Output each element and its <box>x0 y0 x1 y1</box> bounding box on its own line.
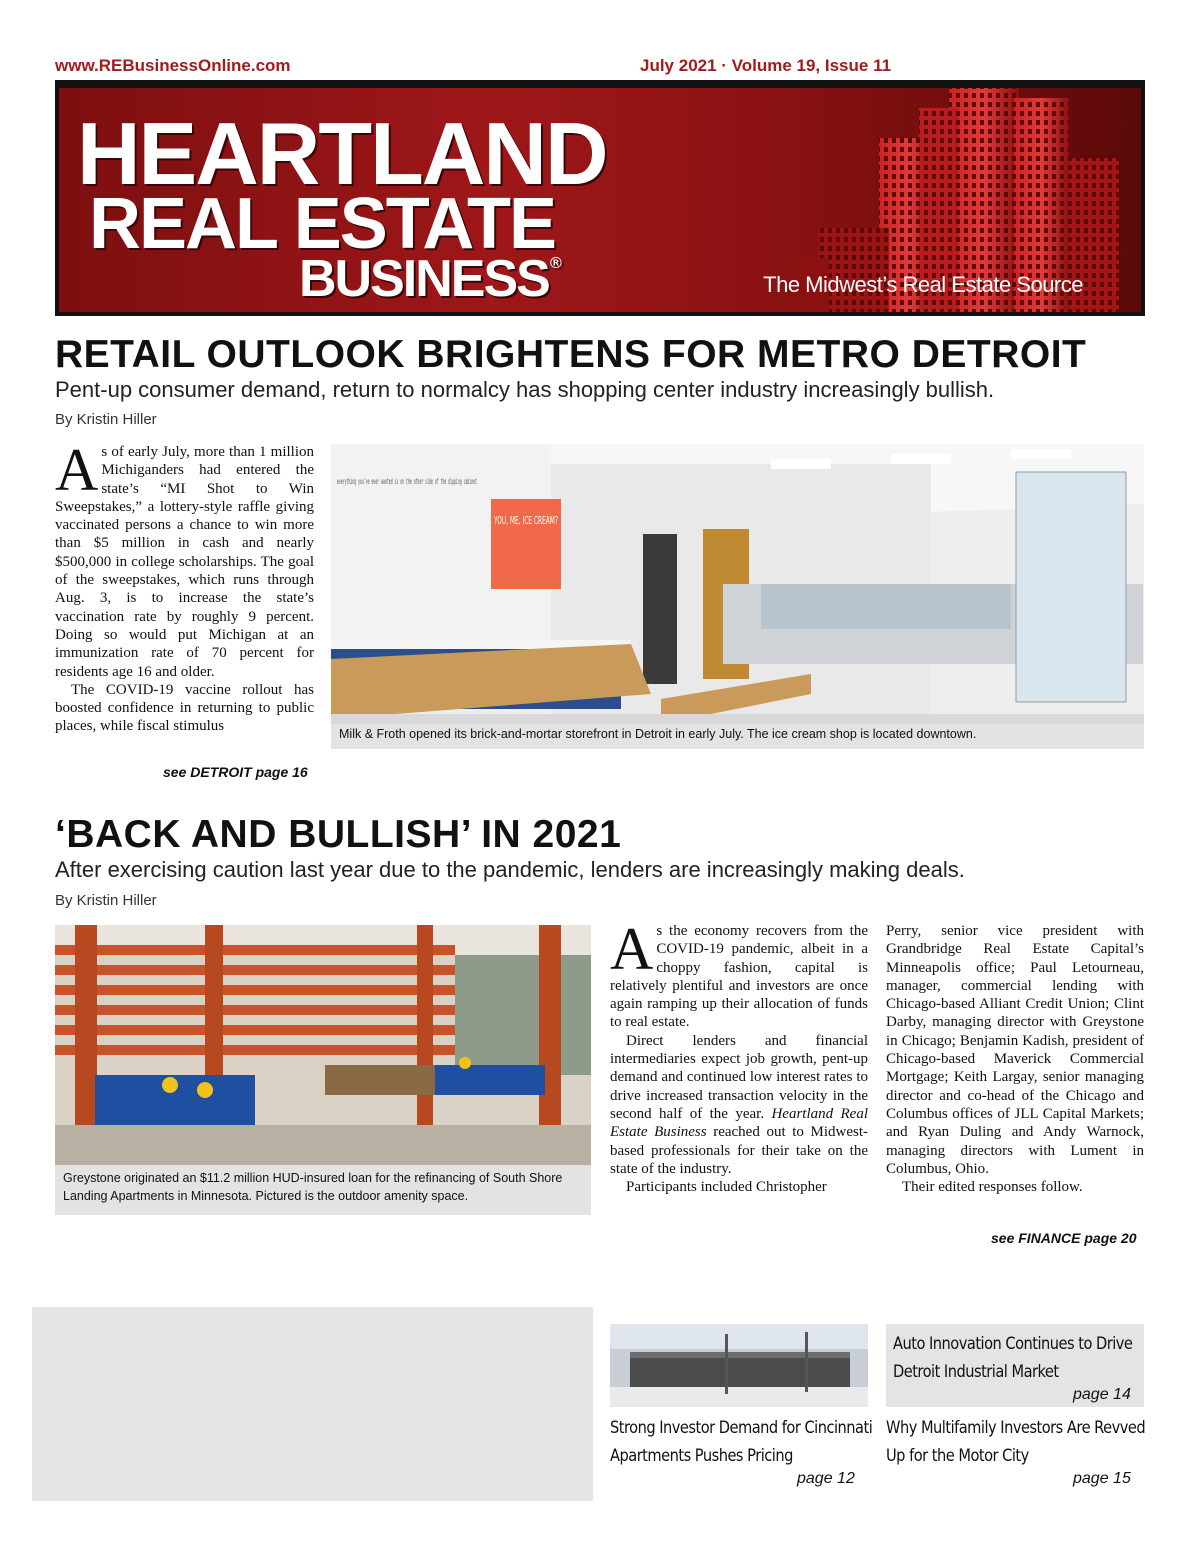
photo-sign-text: YOU, ME, ICE CREAM? <box>493 514 559 527</box>
promo1-photo[interactable] <box>610 1324 868 1407</box>
website-url[interactable]: www.REBusinessOnline.com <box>55 56 291 75</box>
promo1-line1: Strong Investor Demand for Cincinnati <box>610 1418 873 1438</box>
publication-name: Heartland Real Estate Business <box>610 1105 868 1141</box>
promo1-line2: Apartments Pushes Pricing <box>610 1446 793 1466</box>
story2-continued-link[interactable]: see FINANCE page 20 <box>991 1230 1137 1246</box>
story2-col1-para3: Participants included Christopher <box>626 1179 827 1196</box>
story2-col1-para2 <box>610 1032 868 1178</box>
story2-column2 <box>886 922 1144 1222</box>
story1-continued-link[interactable]: see DETROIT page 16 <box>163 764 308 780</box>
ice-cream-shop-photo <box>331 444 1144 749</box>
story1-para2: The COVID-19 vaccine rollout has boosted confidence in returning to public places, while fiscal stimulus <box>55 681 314 735</box>
issue-info: July 2021 · Volume 19, Issue 11 <box>640 56 892 75</box>
story2-photo <box>55 925 591 1165</box>
ad-placeholder <box>32 1307 593 1501</box>
promo1-page[interactable]: page 12 <box>797 1470 855 1487</box>
masthead-line3: BUSINESS <box>299 250 549 308</box>
masthead-line1: HEARTLAND <box>77 104 607 203</box>
pergola-patio-photo <box>55 925 591 1165</box>
masthead-tagline: The Midwest’s Real Estate Source <box>763 272 1083 297</box>
masthead <box>55 80 1145 316</box>
story1-deck: Pent-up consumer demand, return to normalcy has shopping center industry increasingly bullish. <box>55 377 995 402</box>
story1-headline[interactable]: RETAIL OUTLOOK BRIGHTENS FOR METRO DETROIT <box>55 333 1087 376</box>
promo3-line1: Why Multifamily Investors Are Revved <box>886 1418 1146 1438</box>
story1-dropcap: A <box>55 443 99 503</box>
story2-col2-para2: Their edited responses follow. <box>902 1179 1083 1196</box>
promo2-headline[interactable] <box>893 1330 1132 1386</box>
story1-para1: s of early July, more than 1 million Michiganders had entered the state’s “MI Shot to Win Sweepstakes,” a lottery-style raffle giving vaccinated persons a chance to win more than $5 million in cash and nearly $500,000 in college scholarships. The goal of the sweepstakes, which runs through Aug. 3, is to increase the state’s vaccination rate by roughly 9 percent. Doing so would put Michigan at an immunization rate of 70 percent for residents age 16 and older. <box>55 444 314 680</box>
promo3-page[interactable]: page 15 <box>1073 1470 1131 1487</box>
story2-col1-para1: s the economy recovers from the COVID-19 pandemic, albeit in a choppy fashion, capital is relatively plentiful and investors are once again ramping up their allocation of funds to real estate. <box>610 923 868 1031</box>
story2-col2-para1: Perry, senior vice president with Grandbridge Real Estate Capital’s Minneapolis office; Paul Letourneau, manager, commercial lending with Chicago-based Alliant Credit Union; Clint Darby, managing director with Greystone in Chicago; Benjamin Kadish, president of Chicago-based Maverick Commercial Mortgage; Keith Largay, senior managing director and co-head of the Chicago and Columbus offices of JLL Capital Markets; and Ryan Duling and Andy Warnock, managing directors with Lument in Columbus, Ohio. <box>886 923 1144 1177</box>
promo2-page[interactable]: page 14 <box>1073 1386 1131 1403</box>
photo-wall-text: everything you’ve ever wanted is on the other side of the dipping cabinet <box>337 477 478 486</box>
promo2-line1: Auto Innovation Continues to Drive <box>893 1334 1133 1354</box>
story2-headline[interactable]: ‘BACK AND BULLISH’ IN 2021 <box>55 813 622 856</box>
story1-photo <box>331 444 1144 749</box>
promo1-headline[interactable] <box>610 1414 872 1470</box>
story2-caption: Greystone originated an $11.2 million HUD-insured loan for the refinancing of South Shore Landing Apartments in Minnesota. Pictured is the outdoor amenity space. <box>55 1165 591 1215</box>
promo2-line2: Detroit Industrial Market <box>893 1362 1059 1382</box>
office-building-photo <box>610 1324 868 1407</box>
story2-column1 <box>610 922 868 1222</box>
story2-col1-para2b: reached out to Midwest-based professionals for their take on the state of the industry. <box>610 1124 868 1177</box>
story1-byline: By Kristin Hiller <box>55 411 157 428</box>
story2-deck: After exercising caution last year due to the pandemic, lenders are increasingly making deals. <box>55 857 965 882</box>
story1-caption: Milk & Froth opened its brick-and-mortar storefront in Detroit in early July. The ice cream shop is located downtown. <box>331 724 1144 749</box>
story1-body <box>55 443 314 755</box>
promo3-headline[interactable] <box>886 1414 1145 1470</box>
registered-mark: ® <box>550 255 562 272</box>
masthead-line2: REAL ESTATE <box>89 184 556 264</box>
story2-byline: By Kristin Hiller <box>55 892 157 909</box>
story2-col1-para2a: Direct lenders and financial intermediaries expect job growth, pent-up demand and continued low interest rates to drive increased transaction velocity in the second half of the year. <box>610 1032 868 1122</box>
story2-dropcap: A <box>610 922 654 982</box>
promo3-line2: Up for the Motor City <box>886 1446 1029 1466</box>
